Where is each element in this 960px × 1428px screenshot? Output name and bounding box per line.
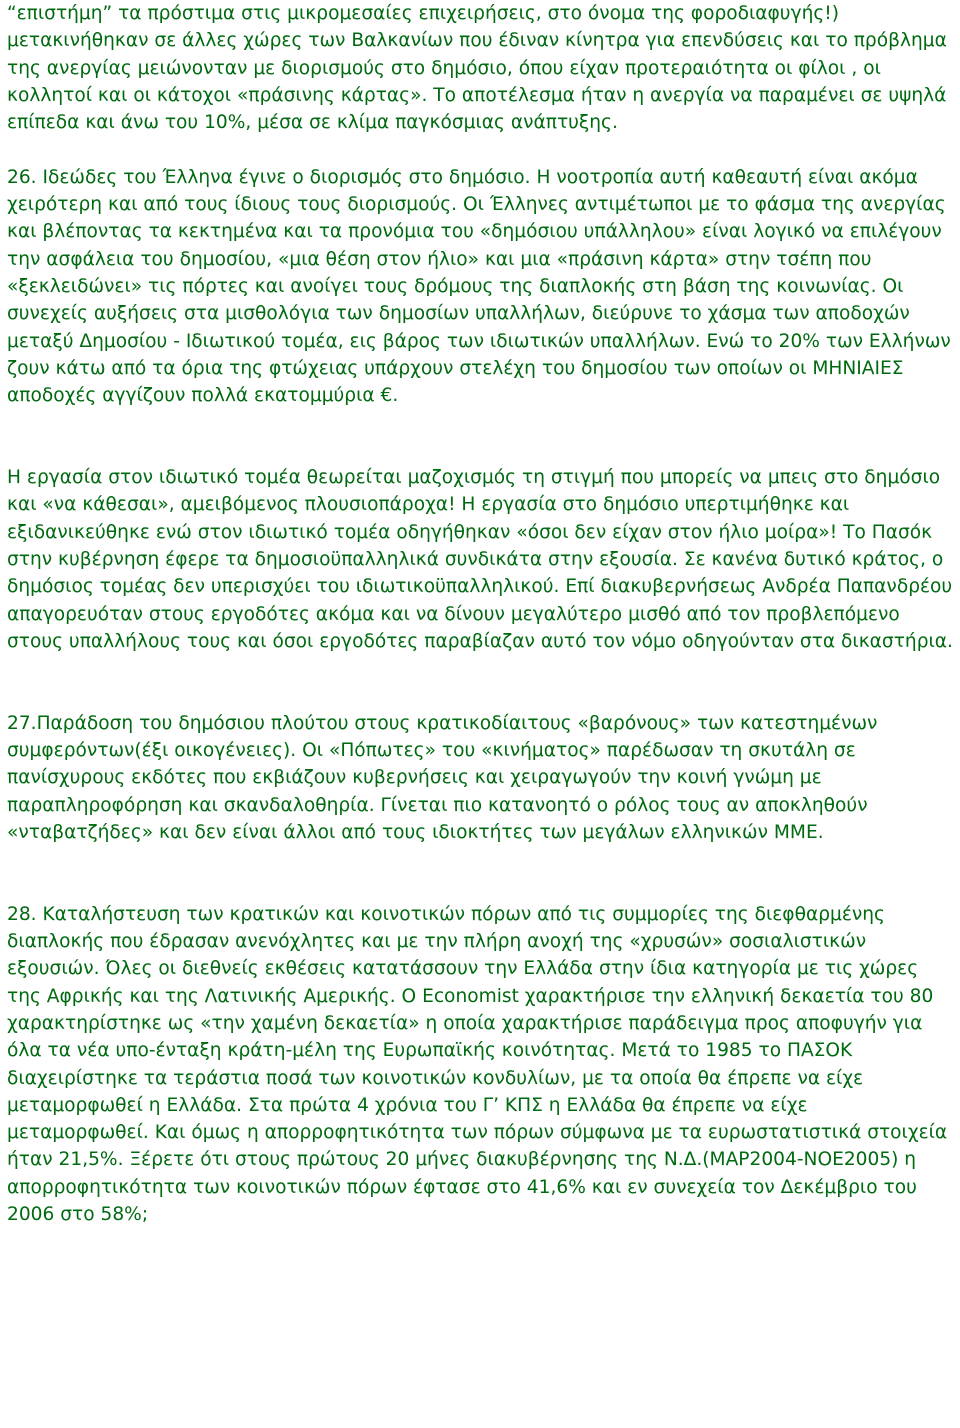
paragraph-spacer xyxy=(7,409,953,464)
paragraph-spacer xyxy=(7,136,953,163)
section-27-paragraph: 27.Παράδοση του δημόσιου πλούτου στους κρατικοδίαιτους «βαρόνους» των κατεστημένων συμφερόντων(έξι οικογένειες). Οι «Πόπωτες» του «κινήματος» παρέδωσαν τη σκυτάλη σε πανίσχυρους εκδότες που εκβιάζουν κυβερνήσεις και χειραγωγούν την κοινή γνώμη με παραπληροφόρηση και σκανδαλοθηρία. Γίνεται πιο κατανοητό ο ρόλος τους αν αποκληθούν «νταβατζήδες» και δεν είναι άλλοι από τους ιδιοκτήτες των μεγάλων ελληνικών ΜΜΕ. xyxy=(7,712,878,843)
paragraph-spacer xyxy=(7,846,953,901)
paragraph-spacer xyxy=(7,655,953,710)
private-sector-paragraph: Η εργασία στον ιδιωτικό τομέα θεωρείται μαζοχισμός τη στιγμή που μπορείς να μπεις στο δημόσιο και «να κάθεσαι», αμειβόμενος πλουσιοπάροχα! Η εργασία στο δημόσιο υπερτιμήθηκε και εξιδανικεύθηκε ενώ στον ιδιωτικό τομέα οδηγήθηκαν «όσοι δεν είχαν στον ήλιο μοίρα»! Το Πασόκ στην κυβέρνηση έφερε τα δημοσιοϋπαλληλικά συνδικάτα στην εξουσία. Σε κανένα δυτικό κράτος, ο δημόσιος τομέας δεν υπερισχύει του ιδιωτικοϋπαλληλικού. Επί διακυβερνήσεως Ανδρέα Παπανδρέου απαγορευόταν στους εργοδότες ακόμα και να δίνουν μεγαλύτερο μισθό από τον προβλεπόμενο στους υπαλλήλους τους και όσοι εργοδότες παραβίαζαν αυτό τον νόμο οδηγούνταν στα δικαστήρια. xyxy=(7,467,953,652)
intro-paragraph: “επιστήμη” τα πρόστιμα στις μικρομεσαίες επιχειρήσεις, στο όνομα της φοροδιαφυγής!) μετακινήθηκαν σε άλλες χώρες των Βαλκανίων που έδιναν κίνητρα για επενδύσεις και το πρόβλημα της ανεργίας μειώνονταν με διορισμούς στο δημόσιο, όπου είχαν προτεραιότητα οι φίλοι , οι κολλητοί και οι κάτοχοι «πράσινης κάρτας». Το αποτέλεσμα ήταν η ανεργία να παραμένει σε υψηλά επίπεδα και άνω του 10%, μέσα σε κλίμα παγκόσμιας ανάπτυξης. xyxy=(7,3,947,134)
document-page xyxy=(7,0,953,1228)
section-28-paragraph: 28. Καταλήστευση των κρατικών και κοινοτικών πόρων από τις συμμορίες της διεφθαρμένης διαπλοκής που έδρασαν ανενόχλητες και με την πλήρη ανοχή της «χρυσών» σοσιαλιστικών εξουσιών. Όλες οι διεθνείς εκθέσεις κατατάσσουν την Ελλάδα στην ίδια κατηγορία με τις χώρες της Αφρικής και της Λατινικής Αμερικής. Ο Economist χαρακτήρισε την ελληνική δεκαετία του 80 χαρακτηρίστηκε ως «την χαμένη δεκαετία» η οποία χαρακτήρισε παράδειγμα προς αποφυγήν για όλα τα νέα υπο-ένταξη κράτη-μέλη της Ευρωπαϊκής κοινότητας. Μετά το 1985 το ΠΑΣΟΚ διαχειρίστηκε τα τεράστια ποσά των κοινοτικών κονδυλίων, με τα οποία θα έπρεπε να είχε μεταμορφωθεί η Ελλάδα. Στα πρώτα 4 χρόνια του Γ’ ΚΠΣ η Ελλάδα θα έπρεπε να είχε μεταμορφωθεί. Και όμως η απορροφητικότητα των πόρων σύμφωνα με τα ευρωστατιστικά στοιχεία ήταν 21,5%. Ξέρετε ότι στους πρώτους 20 μήνες διακυβέρνησης της Ν.Δ.(ΜΑΡ2004-ΝΟΕ2005) η απορροφητικότητα των κοινοτικών πόρων έφτασε στο 41,6% και εν συνεχεία τον Δεκέμβριο του 2006 στο 58%; xyxy=(7,903,948,1226)
section-26-paragraph: 26. Ιδεώδες του Έλληνα έγινε ο διορισμός στο δημόσιο. Η νοοτροπία αυτή καθεαυτή είναι ακόμα χειρότερη και από τους ίδιους τους διορισμούς. Οι Έλληνες αντιμέτωποι με το φάσμα της ανεργίας και βλέποντας τα κεκτημένα και τα προνόμια του «δημόσιου υπάλληλου» είναι λογικό να επιλέγουν την ασφάλεια του δημοσίου, «μια θέση στον ήλιο» και μια «πράσινη κάρτα» στην τσέπη που «ξεκλειδώνει» τις πόρτες και ανοίγει τους δρόμους της διαπλοκής στη βάση της κοινωνίας. Οι συνεχείς αυξήσεις στα μισθολόγια των δημοσίων υπαλλήλων, διεύρυνε το χάσμα των αποδοχών μεταξύ Δημοσίου - Ιδιωτικού τομέα, εις βάρος των ιδιωτικών υπαλλήλων. Ενώ το 20% των Ελλήνων ζουν κάτω από τα όρια της φτώχειας υπάρχουν στελέχη του δημοσίου των οποίων οι ΜΗΝΙΑΙΕΣ αποδοχές αγγίζουν πολλά εκατομμύρια €. xyxy=(7,166,951,407)
